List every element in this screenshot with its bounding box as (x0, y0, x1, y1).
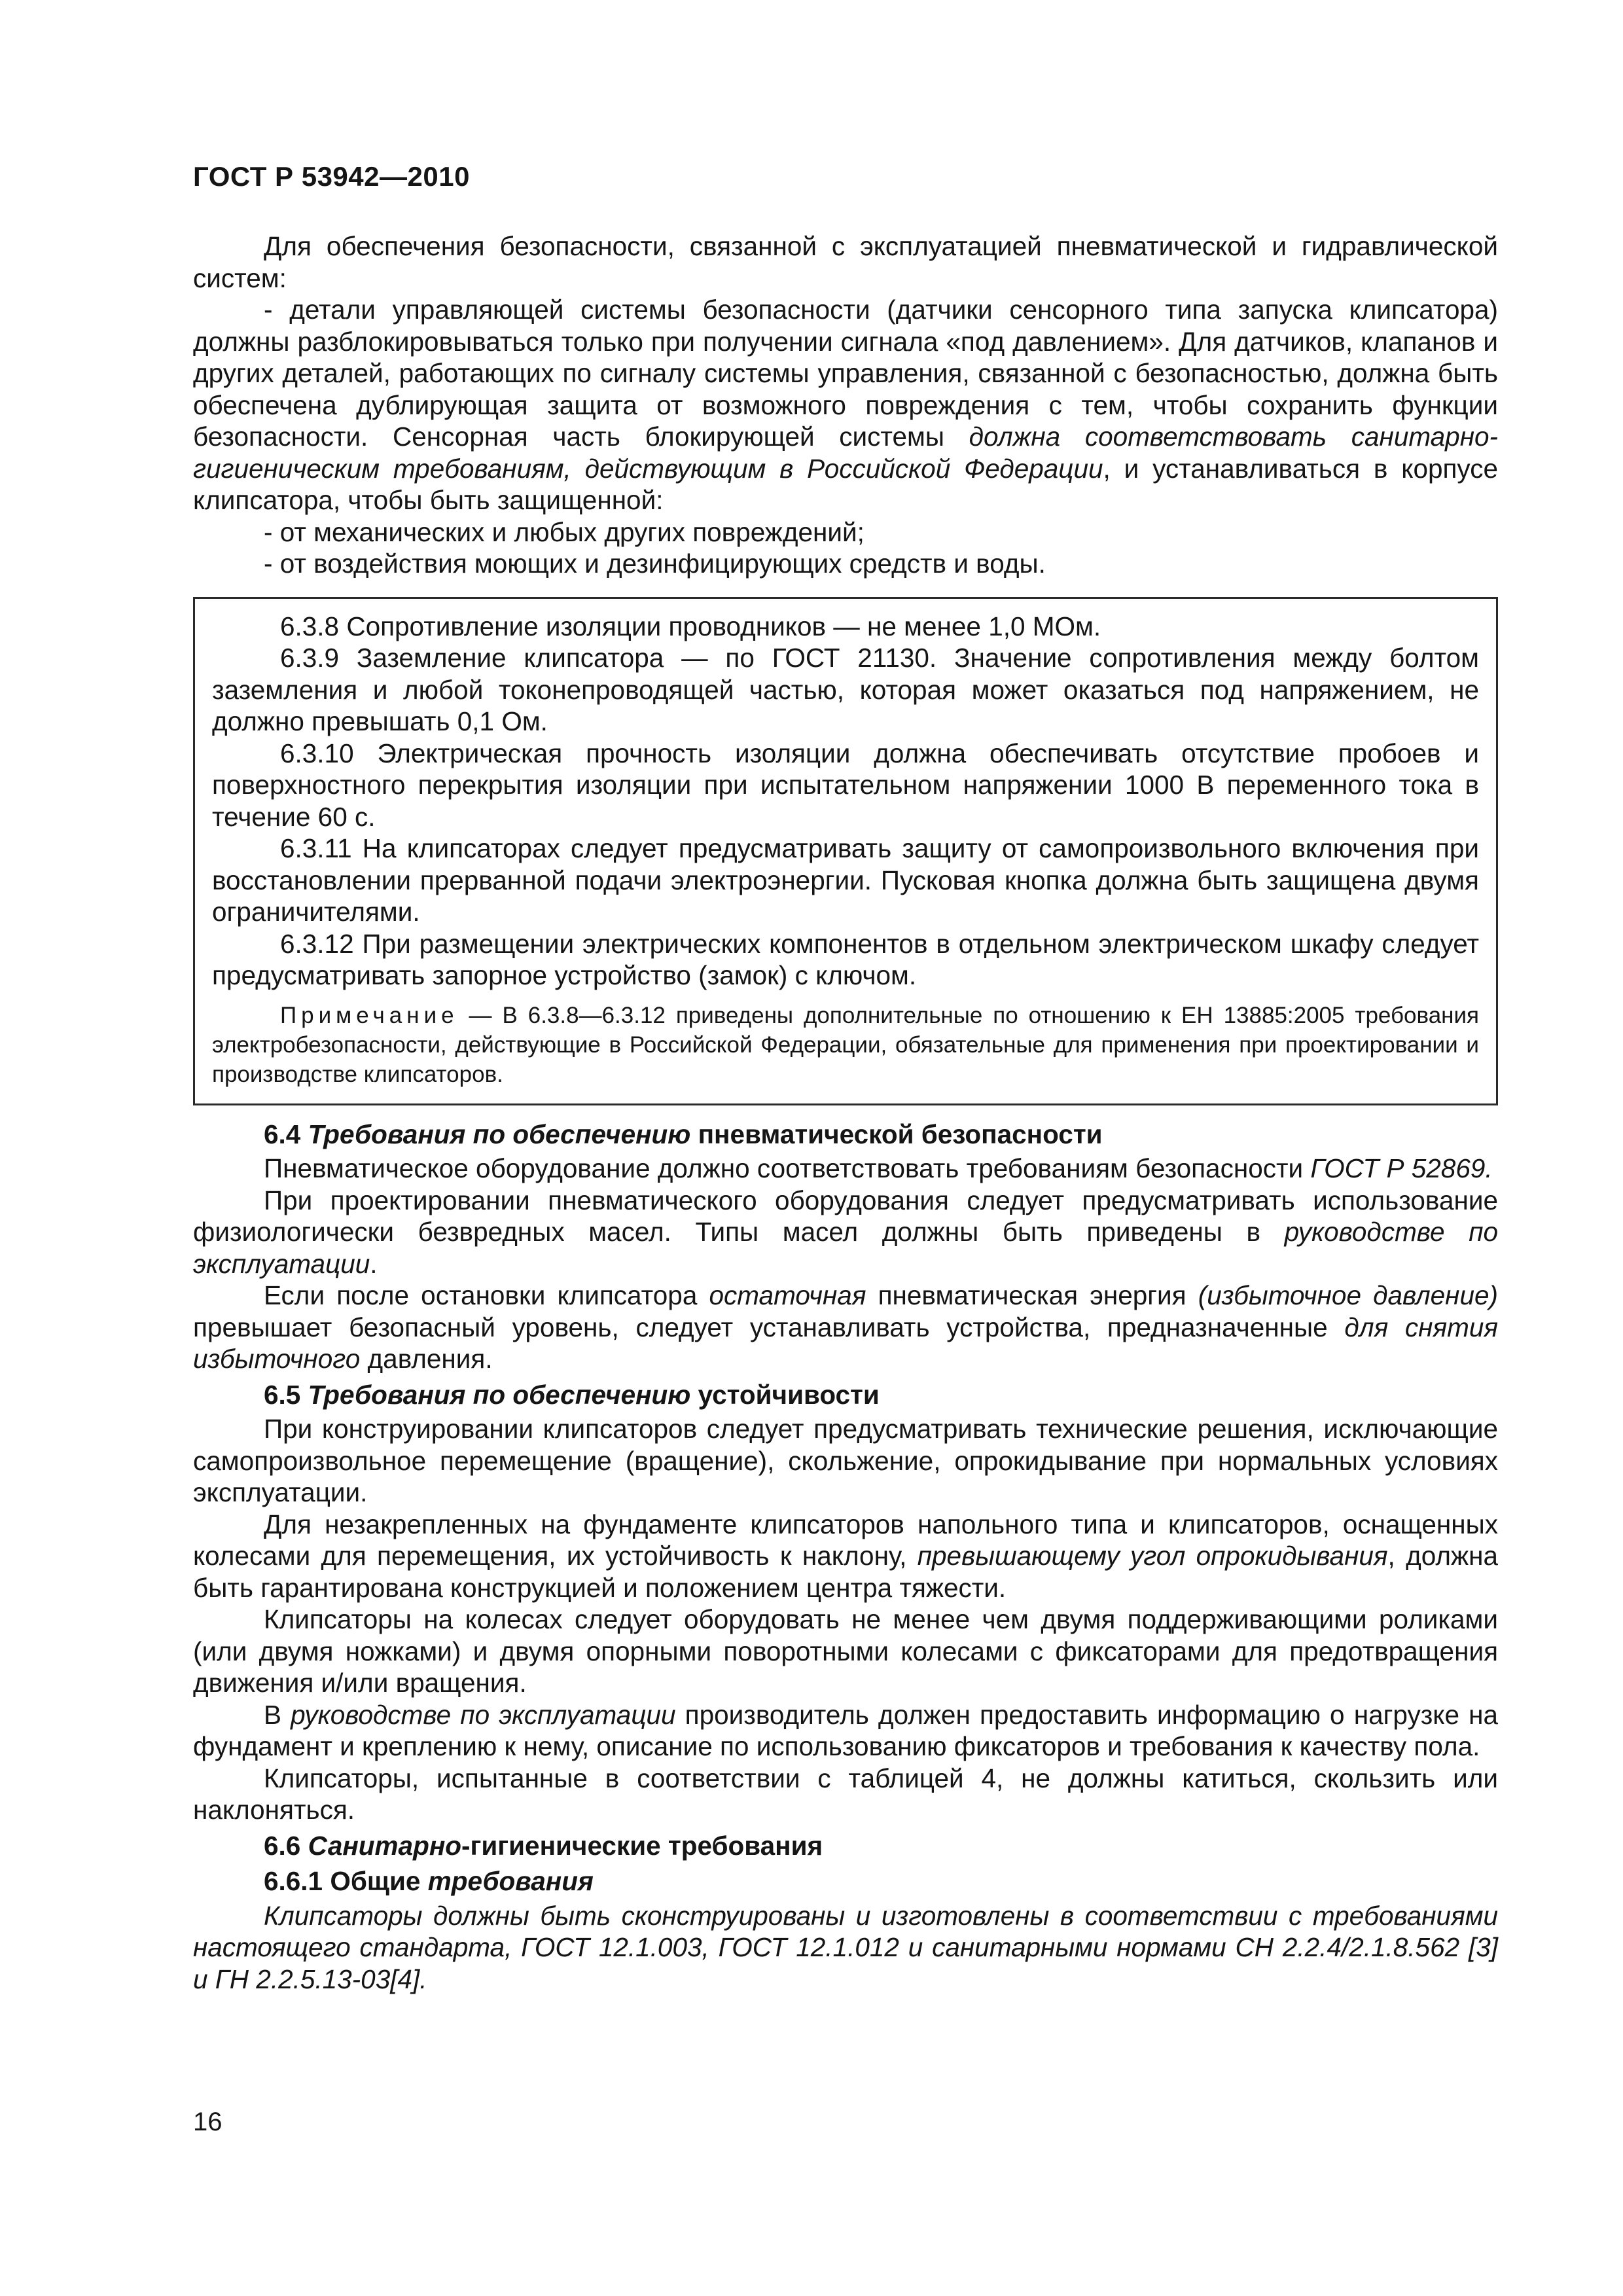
section-6-4-paragraph (193, 1185, 1498, 1280)
note-text: — В 6.3.8—6.3.12 приведены дополнительные по отношению к ЕН 13885:2005 требования электробезопасности, действующие в Российской Федерации, обязательные для применения при проектировании и производстве клипсаторов. (212, 1002, 1479, 1087)
paragraph-text: При проектировании пневматического оборудования следует предусматривать использование физиологически безвредных масел. Типы масел должны быть приведены в (193, 1185, 1498, 1247)
section-6-6-heading (193, 1830, 1498, 1862)
paragraph-emphasis: превышающему угол опрокидывания (917, 1541, 1388, 1571)
intro-list-item (193, 516, 1498, 548)
intro-list-item (193, 548, 1498, 580)
paragraph-emphasis: руководстве по эксплуатации (291, 1699, 676, 1730)
section-number: 6.6 (264, 1830, 308, 1861)
box-note (212, 1001, 1479, 1089)
paragraph-emphasis: для снятия избыточного (193, 1312, 1499, 1374)
section-6-5-paragraph (193, 1509, 1498, 1604)
section-6-5-paragraph: При конструировании клипсаторов следует предусматривать технические решения, исключающие самопроизвольное перемещение (вращение), скольжение, опрокидывание при нормальных условиях эксплуатации. (193, 1414, 1498, 1507)
clause-6-3-12: 6.3.12 При размещении электрических компонентов в отдельном электрическом шкафу следует предусматривать запорное устройство (замок) с ключом. (212, 928, 1479, 990)
section-6-4-heading (193, 1119, 1498, 1151)
paragraph-text: Если после остановки клипсатора (264, 1280, 709, 1310)
section-title-rest: пневматической безопасности (690, 1119, 1103, 1149)
document-header-title: ГОСТ Р 53942—2010 (193, 161, 470, 192)
clause-6-3-8: 6.3.8 Сопротивление изоляции проводников — не менее 1,0 МОм. (280, 611, 1101, 641)
section-title-emphasis: Требования по обеспечению (308, 1379, 691, 1410)
electrical-safety-box (193, 597, 1498, 1105)
paragraph-emphasis: (избыточное давление) (1198, 1280, 1499, 1310)
section-6-5-paragraph: Клипсаторы на колесах следует оборудовать не менее чем двумя поддерживающими роликами (или двумя ножками) и двумя опорными поворотными колесами с фиксаторами для предотвращения движения и/или вращения. (193, 1604, 1498, 1698)
section-6-6-1-heading (193, 1865, 1498, 1897)
clause-6-3-10: 6.3.10 Электрическая прочность изоляции должна обеспечивать отсутствие пробоев и поверхностного перекрытия изоляции при испытательном напряжении 1000 В переменного тока в течение 60 с. (212, 738, 1479, 832)
intro-sensor-text: - детали управляющей системы безопасности (датчики сенсорного типа запуска клипсатора) должны разблокировываться только при получении сигнала «под давлением». Для датчиков, клапанов и других деталей, работающих по сигналу системы управления, связанной с безопасностью, должна быть обеспечена дублирующая защита от возможного повреждения с тем, чтобы сохранить функции безопасности. Сенсорная часть блокирующей системы (193, 295, 1498, 452)
clause-6-3-9: 6.3.9 Заземление клипсатора — по ГОСТ 21130. Значение сопротивления между болтом заземления и любой токонепроводящей частью, которая может оказаться под напряжением, не должно превышать 0,1 Ом. (212, 643, 1479, 736)
section-title-emphasis: Требования по обеспечению (308, 1119, 691, 1149)
paragraph-text-end: давления. (360, 1344, 493, 1374)
section-number: 6.5 (264, 1379, 308, 1410)
paragraph-emphasis: руководстве по эксплуатации (193, 1217, 1499, 1279)
section-6-5-paragraph (193, 1699, 1498, 1763)
paragraph-text-end: производитель должен предоставить информацию о нагрузке на фундамент и креплению к нему, описание по использованию фиксаторов и требования к качеству пола. (193, 1699, 1498, 1761)
intro-text: Для обеспечения безопасности, связанной с эксплуатацией пневматической и гидравлической систем: (193, 231, 1498, 293)
section-6-5-paragraph: Клипсаторы, испытанные в соответствии с таблицей 4, не должны катиться, скользить или наклоняться. (193, 1763, 1498, 1825)
intro-sensor-text-end: , и устанавливаться в корпусе клипсатора, чтобы быть защищенной: (193, 453, 1499, 515)
paragraph-text: В (264, 1699, 291, 1730)
document-body (193, 230, 1498, 1995)
section-6-4-paragraph (193, 1153, 1498, 1185)
intro-list-item-text: - от механических и любых других повреждений; (264, 516, 865, 547)
paragraph-text: пневматическая энергия (866, 1280, 1198, 1310)
intro-paragraph (193, 230, 1498, 294)
section-6-5-heading (193, 1379, 1498, 1411)
paragraph-text: превышает безопасный уровень, следует устанавливать устройства, предназначенные (193, 1312, 1345, 1342)
section-number: 6.6.1 Общие (264, 1866, 428, 1896)
intro-list-item-text: - от воздействия моющих и дезинфицирующих средств и воды. (264, 548, 1046, 579)
paragraph-emphasis: остаточная (709, 1280, 866, 1310)
intro-sensor-paragraph (193, 294, 1498, 516)
section-number: 6.4 (264, 1119, 308, 1149)
page-number: 16 (193, 2108, 223, 2136)
intro-sensor-emphasis: должна соответствовать санитарно-гигиеническим требованиям, действующим в Российской Федерации (193, 422, 1498, 484)
section-title-emphasis: требования (427, 1866, 594, 1896)
section-title-rest: -гигиенические требования (461, 1830, 823, 1861)
paragraph-emphasis: Клипсаторы должны быть сконструированы и изготовлены в соответствии с требованиями настоящего стандарта, ГОСТ 12.1.003, ГОСТ 12.1.012 и санитарными нормами СН 2.2.4/2.1.8.562 [3] и ГН 2.2.5.13-03[4]. (193, 1900, 1498, 1994)
note-label: Примечание (280, 1002, 459, 1028)
paragraph-text-end: . (370, 1248, 378, 1279)
paragraph-emphasis: ГОСТ Р 52869. (1310, 1153, 1493, 1183)
section-title-rest: устойчивости (690, 1379, 880, 1410)
section-title-emphasis: Санитарно (308, 1830, 462, 1861)
section-6-6-1-paragraph (193, 1900, 1498, 1996)
clause-6-3-11: 6.3.11 На клипсаторах следует предусматривать защиту от самопроизвольного включения при восстановлении прерванной подачи электроэнергии. Пусковая кнопка должна быть защищена двумя ограничителями. (212, 833, 1479, 927)
section-6-4-paragraph (193, 1280, 1498, 1375)
paragraph-text: Пневматическое оборудование должно соответствовать требованиям безопасности (264, 1153, 1311, 1183)
paragraph-text: Для незакрепленных на фундаменте клипсаторов напольного типа и клипсаторов, оснащенных колесами для перемещения, их устойчивость к наклону, (193, 1509, 1498, 1571)
paragraph-text-end: , должна быть гарантирована конструкцией и положением центра тяжести. (193, 1541, 1498, 1603)
